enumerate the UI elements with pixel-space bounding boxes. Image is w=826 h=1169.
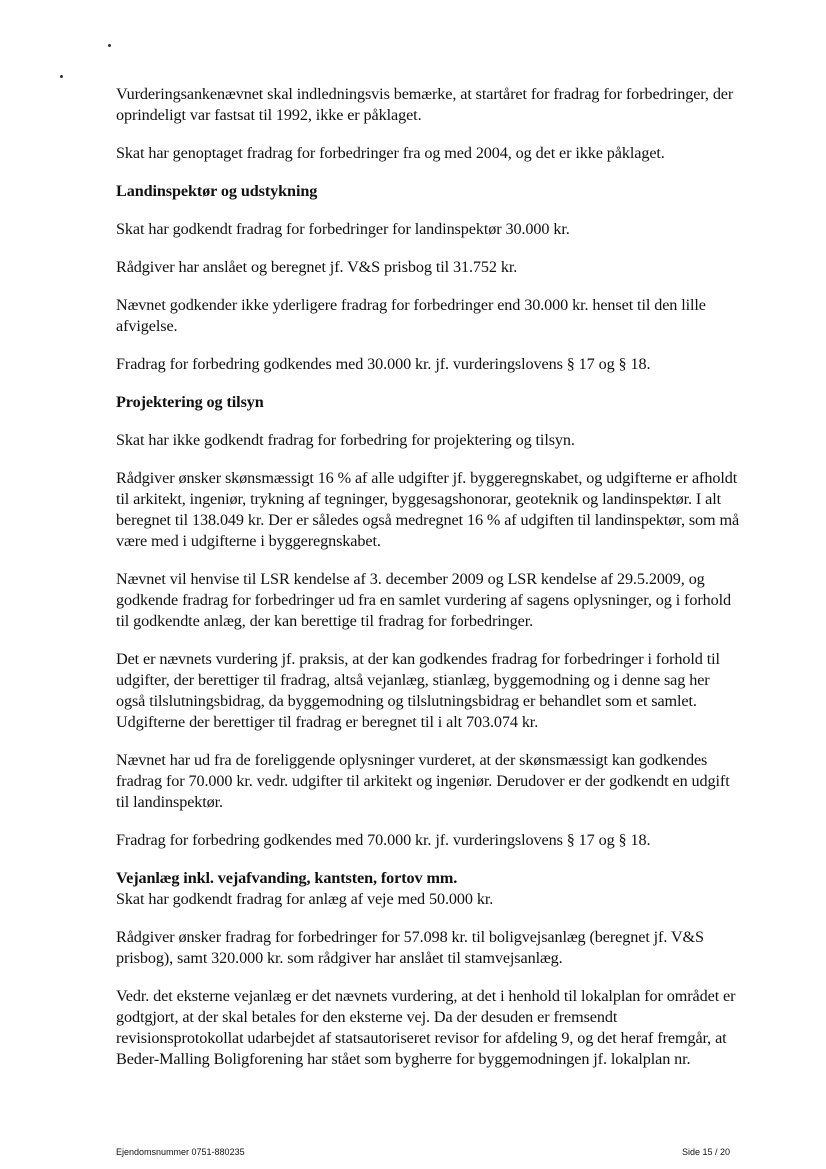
paragraph: Nævnet har ud fra de foreliggende oplysninger vurderet, at der skønsmæssigt kan godkendes fradrag for 70.000 kr. vedr. udgifter til arkitekt og ingeniør. Derudover er der godkendt en udgift til landinspektør.: [116, 751, 730, 811]
paragraph: Skat har ikke godkendt fradrag for forbedring for projektering og tilsyn.: [116, 431, 575, 449]
scan-speck: [60, 75, 63, 78]
paragraph: Nævnet vil henvise til LSR kendelse af 3. december 2009 og LSR kendelse af 29.5.2009, og godkende fradrag for forbedringer ud fra en samlet vurdering af sagens oplysninger, og i forhold til godkendte anlæg, der kan berettige til fradrag for forbedringer.: [116, 570, 732, 630]
paragraph: Rådgiver ønsker fradrag for forbedringer for 57.098 kr. til boligvejsanlæg (beregnet jf. V&S prisbog), samt 320.000 kr. som rådgiver har anslået til stamvejsanlæg.: [116, 928, 704, 967]
footer-property-number: Ejendomsnummer 0751-880235: [116, 1147, 245, 1157]
paragraph: Skat har godkendt fradrag for forbedringer for landinspektør 30.000 kr.: [116, 220, 570, 238]
paragraph: Fradrag for forbedring godkendes med 30.000 kr. jf. vurderingslovens § 17 og § 18.: [116, 355, 651, 373]
document-body: [116, 84, 742, 1087]
footer-page-number: Side 15 / 20: [681, 1147, 730, 1157]
paragraph: Fradrag for forbedring godkendes med 70.000 kr. jf. vurderingslovens § 17 og § 18.: [116, 831, 651, 849]
paragraph: Rådgiver har anslået og beregnet jf. V&S prisbog til 31.752 kr.: [116, 258, 518, 276]
scan-speck: [108, 44, 111, 47]
section-heading: Landinspektør og udstykning: [116, 182, 318, 200]
paragraph: Nævnet godkender ikke yderligere fradrag for forbedringer end 30.000 kr. henset til den lille afvigelse.: [116, 296, 706, 335]
section-heading: Projektering og tilsyn: [116, 393, 264, 411]
paragraph: Skat har genoptaget fradrag for forbedringer fra og med 2004, og det er ikke påklaget.: [116, 144, 665, 162]
paragraph: Rådgiver ønsker skønsmæssigt 16 % af alle udgifter jf. byggeregnskabet, og udgifterne er afholdt til arkitekt, ingeniør, trykning af tegninger, byggesagshonorar, geoteknik og landinspektør. I alt beregnet til 138.049 kr. Der er således også medregnet 16 % af udgiften til landinspektør, som må være med i udgifterne i byggeregnskabet.: [116, 469, 740, 550]
paragraph: Vurderingsankenævnet skal indledningsvis bemærke, at startåret for fradrag for forbedringer, der oprindeligt var fastsat til 1992, ikke er påklaget.: [116, 85, 734, 124]
paragraph: Skat har godkendt fradrag for anlæg af veje med 50.000 kr.: [116, 890, 494, 908]
section-heading: Vejanlæg inkl. vejafvanding, kantsten, fortov mm.: [116, 869, 458, 887]
paragraph: Det er nævnets vurdering jf. praksis, at der kan godkendes fradrag for forbedringer i forhold til udgifter, der berettiger til fradrag, altså vejanlæg, stianlæg, byggemodning og i denne sag her også tilslutningsbidrag, da byggemodning og tilslutningsbidrag er behandlet som et samlet. Udgifterne der berettiger til fradrag er beregnet til i alt 703.074 kr.: [116, 650, 720, 731]
paragraph: Vedr. det eksterne vejanlæg er det nævnets vurdering, at det i henhold til lokalplan for området er godtgjort, at der skal betales for den eksterne vej. Da der desuden er fremsendt revisionsprotokollat udarbejdet af statsautoriseret revisor for afdeling 9, og det heraf fremgår, at Beder-Malling Boligforening har stået som bygherre for byggemodningen jf. lokalplan nr.: [116, 987, 736, 1068]
